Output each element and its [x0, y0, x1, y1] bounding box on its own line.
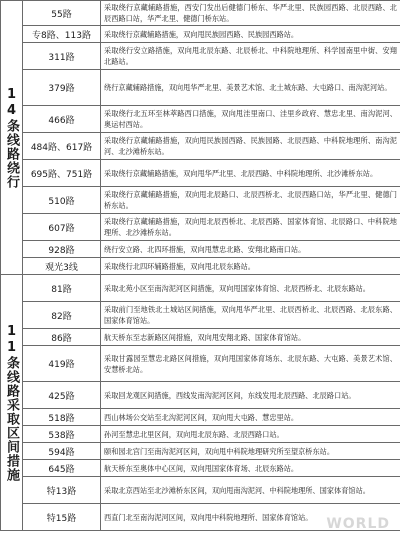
route-cell: 425路 — [23, 382, 101, 409]
table-row — [1, 426, 400, 443]
table-row — [1, 443, 400, 460]
route-cell: 510路 — [23, 187, 101, 214]
desc-cell: 颐和园北宫门至南沟泥河区间，双向甩中科院地理研究所至望京桥东站。 — [101, 443, 400, 460]
route-cell: 518路 — [23, 409, 101, 426]
table-row — [1, 258, 400, 275]
route-cell: 55路 — [23, 1, 101, 26]
desc-cell: 采取绕行京藏辅路措施，双向甩民族园西路、民族园路、北辰西路、中科院地理所、南沟泥河、北沙滩桥东站。 — [101, 133, 400, 160]
route-cell: 928路 — [23, 241, 101, 258]
table-row — [1, 477, 400, 504]
group-label-interval: 11条线路采取区间措施 — [1, 275, 23, 531]
route-cell: 594路 — [23, 443, 101, 460]
route-cell: 特13路 — [23, 477, 101, 504]
route-cell: 86路 — [23, 329, 101, 346]
desc-cell: 采取甘露园至慧忠北路区间措施，双向甩国家体育场东、北辰东路、大屯路、美景艺术馆、安慧桥北站。 — [101, 346, 400, 382]
table-row — [1, 1, 400, 26]
route-cell: 645路 — [23, 460, 101, 477]
desc-cell: 绕行京藏辅路措施，双向甩华严北里、美景艺术馆、北土城东路、大屯路口、南沟泥河站。 — [101, 70, 400, 106]
route-cell: 538路 — [23, 426, 101, 443]
table-row — [1, 329, 400, 346]
route-cell: 419路 — [23, 346, 101, 382]
desc-cell: 孙河至慧忠北里区间，双向甩北辰东路、北辰西路口站。 — [101, 426, 400, 443]
route-cell: 82路 — [23, 302, 101, 329]
route-cell: 695路、751路 — [23, 160, 101, 187]
desc-cell: 西直门北至南沟泥河区间，双向甩中科院地理所、国家体育馆站。 — [101, 504, 400, 531]
table-row — [1, 241, 400, 258]
desc-cell: 航天桥东至志新路区间措施，双向甩安翔北路、国家体育馆站。 — [101, 329, 400, 346]
table-row — [1, 160, 400, 187]
desc-cell: 采取北京西站至北沙滩桥东区间，双向甩南沟泥河、中科院地理所、国家体育馆站。 — [101, 477, 400, 504]
table-row — [1, 187, 400, 214]
table-row — [1, 133, 400, 160]
table-row — [1, 460, 400, 477]
watermark: WORLD — [326, 516, 390, 532]
desc-cell: 采取绕行安立路措施，双向甩北辰东路、北辰桥北、中科院地理所、科学园南里中街、安翔北路站。 — [101, 43, 400, 70]
route-cell: 484路、617路 — [23, 133, 101, 160]
desc-cell: 采取北苑小区至南沟泥河区间措施，双向甩国家体育馆、北辰西桥北、北辰东路站。 — [101, 275, 400, 302]
route-cell: 379路 — [23, 70, 101, 106]
table-row — [1, 214, 400, 241]
desc-cell: 航天桥东至奥体中心区间，双向甩国家体育场、北辰东路站。 — [101, 460, 400, 477]
route-cell: 观光3线 — [23, 258, 101, 275]
desc-cell: 采取绕行北四环辅路措施，双向甩北辰东路站。 — [101, 258, 400, 275]
route-cell: 专8路、113路 — [23, 26, 101, 43]
table-row — [1, 70, 400, 106]
desc-cell: 采取绕行京藏辅路措施，西安门发出后健德门桥东、华严北里、民族园西路、北辰西路、北辰西路口站，华严北里、健德门桥东站。 — [101, 1, 400, 26]
route-cell: 311路 — [23, 43, 101, 70]
desc-cell: 采取绕行京藏辅路措施，双向甩北辰西桥北、北辰西路、国家体育馆、北辰路口、中科院地理所、北沙滩桥东站。 — [101, 214, 400, 241]
desc-cell: 采取绕行京藏辅路措施，双向甩民族园西路、民族园西路站。 — [101, 26, 400, 43]
group-label-detour: 14条线路绕行 — [1, 1, 23, 275]
desc-cell: 采取回龙观区间措施，西线发南沟泥河区间，东线发甩北辰西路、北辰路口站。 — [101, 382, 400, 409]
table-row — [1, 409, 400, 426]
desc-cell: 采取前门至地铁北土城站区间措施，双向甩华严北里、北辰西桥北、北辰西路、北辰东路、国家体育馆站。 — [101, 302, 400, 329]
desc-cell: 采取绕行北五环至林萃路西口措施，双向甩洼里南口、洼里乡政府、慧忠北里、南沟泥河、奥运村西站。 — [101, 106, 400, 133]
table-row — [1, 43, 400, 70]
route-cell: 466路 — [23, 106, 101, 133]
table-row — [1, 26, 400, 43]
route-cell: 特15路 — [23, 504, 101, 531]
route-cell: 81路 — [23, 275, 101, 302]
table-row — [1, 302, 400, 329]
desc-cell: 采取绕行京藏辅路措施，双向甩北辰路口、北辰西桥北、北辰西路口站，华严北里、健德门桥东站。 — [101, 187, 400, 214]
desc-cell: 采取绕行京藏辅路措施，双向甩华严北里、北辰西路、中科院地理所、北沙滩桥东站。 — [101, 160, 400, 187]
desc-cell: 西山林场公交站至北沟泥河区间，双向甩大屯路、慧忠里站。 — [101, 409, 400, 426]
table-row — [1, 106, 400, 133]
route-cell: 607路 — [23, 214, 101, 241]
table-row — [1, 382, 400, 409]
table-row — [1, 346, 400, 382]
desc-cell: 绕行安立路、北四环措施，双向甩慧忠北路、安翔北路南口站。 — [101, 241, 400, 258]
table-row — [1, 275, 400, 302]
